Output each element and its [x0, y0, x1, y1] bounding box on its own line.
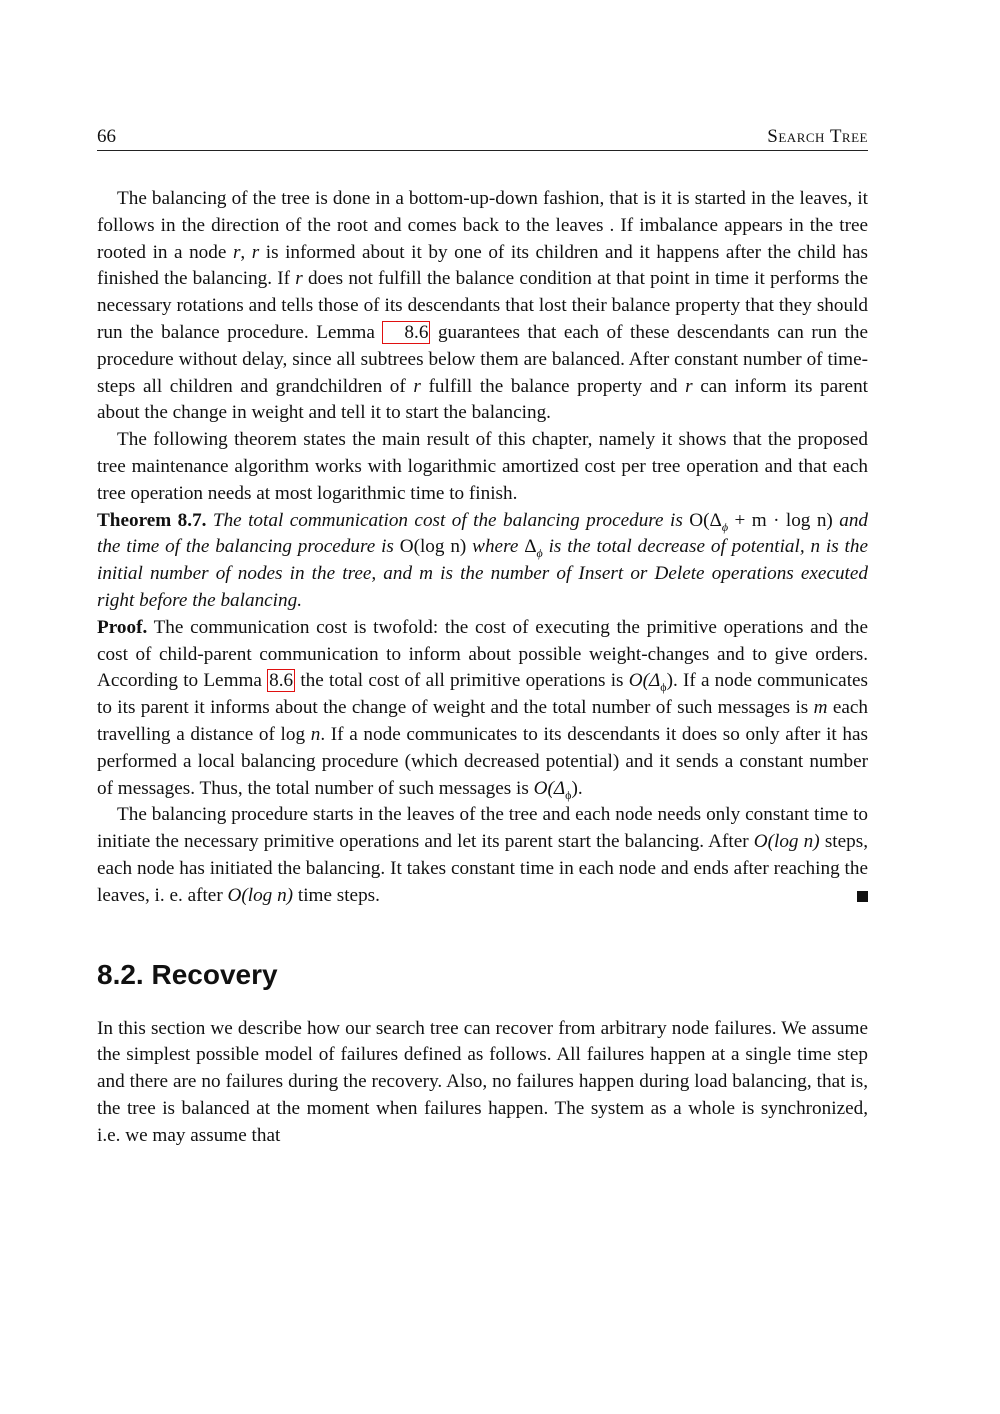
math-formula: O(log n): [753, 831, 820, 853]
text-span: each travelling a distance of log: [97, 697, 868, 745]
lemma-reference-link[interactable]: 8.6: [382, 321, 430, 344]
math-subscript: ϕ: [565, 787, 572, 802]
math-formula: O(Δ: [689, 509, 722, 531]
proof-paragraph: [97, 615, 868, 803]
theorem-label: Theorem 8.7.: [97, 509, 207, 531]
qed-square-icon: [857, 891, 868, 902]
paragraph-balancing-description: [97, 186, 868, 427]
theorem-8-7: [97, 508, 868, 615]
math-var: r: [251, 241, 260, 263]
text-span: fulfill the balance property and: [420, 375, 686, 397]
text-span: can inform its parent about the change in weight and tell it to start the balancing.: [97, 375, 868, 424]
text-span: the total cost of all primitive operations is: [295, 670, 629, 692]
math-formula: O(log n): [227, 884, 294, 906]
math-var: r: [413, 375, 421, 397]
page-body: [97, 186, 868, 1150]
text-span: does not fulfill the balance condition at that point in time it performs the necessary rotations and tells those of its descendants that lost their balance property that they should run the balance procedure. Lemma: [97, 268, 868, 343]
math-var: r: [232, 241, 241, 263]
text-span: The balancing of the tree is done in a bottom-up-down fashion, that is it is started in the leaves, it follows in the direction of the root and comes back to the leaves . If imbalance appears in the tree rooted in a node: [97, 188, 868, 263]
paragraph-recovery-intro: In this section we describe how our search tree can recover from arbitrary node failures. We assume the simplest possible model of failures defined as follows. All failures happen at a single time step and there are no failures during the recovery. Also, no failures happen during load balancing, that is, the tree is balanced at the moment when failures happen. The system as a whole is synchronized, i.e. we may assume that: [97, 1017, 868, 1146]
text-span: The total communication cost of the balancing procedure is: [206, 509, 690, 531]
math-formula: O(Δ: [628, 670, 661, 692]
running-title: Search Tree: [767, 126, 868, 147]
lemma-reference-link[interactable]: 8.6: [269, 670, 294, 692]
page-number: 66: [97, 126, 116, 147]
text-span: ,: [240, 241, 252, 263]
math-var: r: [295, 268, 303, 290]
math-formula: O(Δ: [533, 777, 566, 799]
math-subscript: ϕ: [536, 546, 543, 561]
text-span: The balancing procedure starts in the leaves of the tree and each node needs only constant time to initiate the necessary primitive operations and let its parent start the balancing. After: [97, 804, 868, 853]
math-subscript: ϕ: [721, 519, 729, 534]
math-formula: Δ: [524, 536, 537, 558]
text-span: . If a node communicates to its parent it informs about the change of weight and the total number of such messages is: [97, 670, 869, 719]
math-formula: ): [571, 777, 578, 799]
text-span: .: [577, 777, 583, 799]
text-span: . If a node communicates to its descendants it does so only after it has performed a local balancing procedure (which decreased potential) and it sends a constant number of messages. Thus, the total number of such messages is: [97, 723, 868, 799]
math-var: m: [813, 697, 828, 719]
math-formula: O(log n): [399, 536, 467, 558]
text-span: steps, each node has initiated the balancing. It takes constant time in each node and ends after reaching the leaves, i. e. after: [97, 831, 868, 906]
text-span: and the time of the balancing procedure is: [97, 509, 869, 558]
proof-paragraph-time: [97, 802, 868, 909]
text-span: where: [466, 536, 525, 558]
paragraph-main-result: The following theorem states the main result of this chapter, namely it shows that the proposed tree maintenance algorithm works with logarithmic amortized cost per tree operation and that each tree operation needs at most logarithmic time to finish.: [97, 429, 868, 504]
text-span: The communication cost is twofold: the cost of executing the primitive operations and the cost of child-parent communication to inform about possible weight-changes and to give orders. According to Lemma: [97, 616, 868, 692]
math-subscript: ϕ: [660, 680, 667, 695]
math-var: n: [310, 723, 321, 745]
running-header: [97, 126, 868, 151]
section-heading: 8.2. Recovery: [97, 958, 278, 990]
proof-label: Proof.: [97, 616, 148, 638]
text-span: is the total decrease of potential, n is the initial number of nodes in the tree, and m is the number of Insert or Delete operations executed right before the balancing.: [97, 536, 868, 611]
text-span: is informed about it by one of its children and it happens after the child has finished the balancing. If: [97, 241, 868, 290]
math-var: r: [685, 375, 693, 397]
text-span: guarantees that each of these descendants can run the procedure without delay, since all subtrees below them are balanced. After constant number of time-steps all children and grandchildren of: [97, 321, 868, 397]
math-formula: ): [666, 670, 673, 692]
text-span: time steps.: [293, 884, 380, 906]
math-formula: + m · log n): [728, 509, 833, 531]
